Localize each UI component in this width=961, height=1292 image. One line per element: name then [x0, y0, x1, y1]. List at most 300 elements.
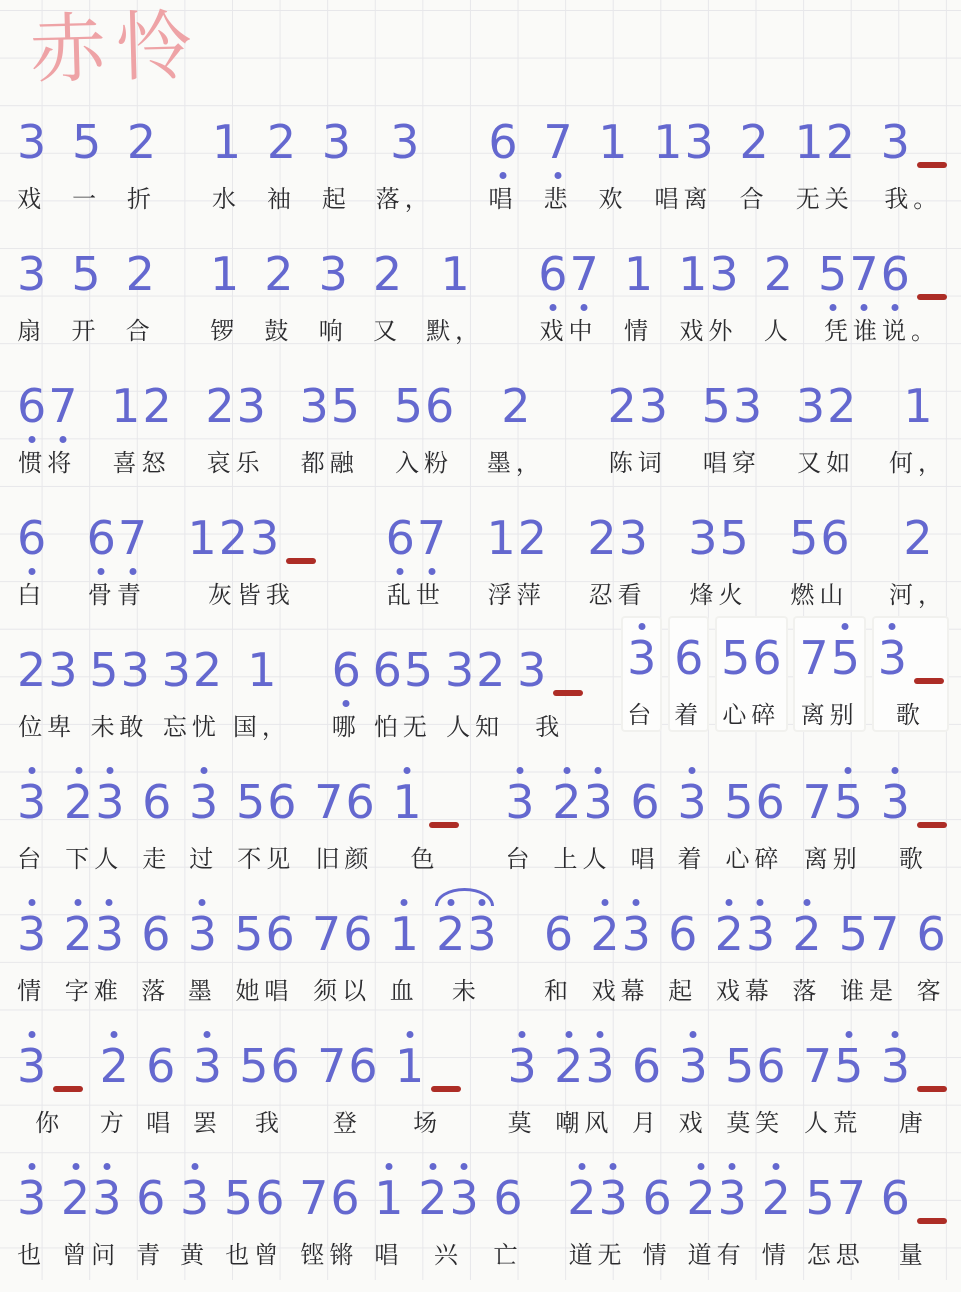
- note-cell: [723, 764, 786, 874]
- note-digit: 6: [493, 1171, 523, 1225]
- note-digit: 7: [117, 512, 148, 564]
- lyric-text: 灰皆我: [207, 581, 295, 609]
- note-token: [516, 632, 583, 708]
- note-digit: 5: [235, 775, 266, 829]
- note-cell: [233, 632, 291, 742]
- low-octave-dot-icon: [98, 568, 105, 575]
- high-octave-dot-icon: [103, 1163, 110, 1170]
- note-cell: [99, 1028, 130, 1138]
- note-token: [586, 500, 649, 576]
- note-digit: 3: [16, 776, 47, 828]
- note-cell: [179, 1160, 210, 1270]
- lyric-text: 悲: [543, 185, 573, 213]
- note-token: [802, 1028, 865, 1104]
- note-token: [394, 1028, 461, 1104]
- note-digit: 3: [709, 247, 739, 301]
- note-digit: 2: [264, 247, 294, 301]
- note-token: [720, 620, 783, 696]
- lyric-text: 扇: [17, 317, 47, 345]
- note-digit: 6: [16, 380, 47, 432]
- lyric-text: 登: [332, 1109, 362, 1137]
- note-digit: 6: [820, 511, 850, 565]
- note-token: [318, 236, 349, 312]
- note-cell: [551, 764, 614, 874]
- note-token: [389, 104, 420, 180]
- note-token: [391, 764, 458, 840]
- high-octave-dot-icon: [28, 1163, 35, 1170]
- note-digit: 2: [125, 247, 155, 301]
- lyric-text: 歌: [898, 845, 928, 873]
- note-token: [880, 1028, 947, 1104]
- note-digit: 5: [838, 907, 869, 961]
- lyric-text: 方: [99, 1109, 129, 1137]
- note-cell: [687, 500, 750, 610]
- note-cell: [623, 618, 660, 730]
- note-digit: 3: [17, 247, 47, 301]
- note-cell: [916, 896, 947, 1006]
- note-cell: [188, 764, 219, 874]
- note-digit: 7: [416, 512, 447, 564]
- high-octave-dot-icon: [565, 1031, 572, 1038]
- note-cell: [70, 236, 101, 346]
- note-cell: [486, 500, 549, 610]
- note-digit: 3: [684, 115, 714, 169]
- lyric-text: 都融: [300, 449, 359, 477]
- note-cell: [16, 500, 47, 610]
- lyric-text: 忍看: [588, 581, 647, 609]
- note-cell: [125, 236, 156, 346]
- note-digit: 1: [247, 643, 277, 697]
- high-octave-dot-icon: [842, 623, 849, 630]
- duration-dash-icon: [917, 294, 947, 300]
- lyric-text: 起: [668, 977, 698, 1005]
- note-digit: 3: [250, 511, 280, 565]
- lyric-text: 戏: [678, 1109, 708, 1137]
- note-cell: [316, 1028, 379, 1138]
- lyric-text: 不见: [237, 845, 296, 873]
- note-cell: [791, 896, 822, 1006]
- lyric-text: 我: [535, 713, 565, 741]
- note-cell: [389, 896, 420, 1006]
- high-octave-dot-icon: [773, 1163, 780, 1170]
- lyric-text: 也: [17, 1241, 47, 1269]
- high-octave-dot-icon: [404, 767, 411, 774]
- note-cell: [724, 1028, 787, 1138]
- high-octave-dot-icon: [191, 1163, 198, 1170]
- note-cell: [880, 764, 947, 874]
- lyric-text: 乱世: [386, 581, 445, 609]
- sheet-line: [16, 500, 947, 609]
- lyric-text: 心碎: [722, 701, 781, 729]
- note-token: [99, 1028, 130, 1104]
- note-cell: [331, 632, 362, 742]
- note-cell: [788, 500, 851, 610]
- note-cell: [16, 1028, 83, 1138]
- note-token: [542, 104, 573, 180]
- lyric-text: 须以: [313, 977, 372, 1005]
- lyric-text: 情: [761, 1241, 791, 1269]
- note-token: [801, 764, 864, 840]
- duration-dash-icon: [914, 678, 944, 684]
- note-digit: 2: [685, 1172, 716, 1224]
- lyric-text: 情: [17, 977, 47, 1005]
- note-token: [16, 764, 47, 840]
- note-digit: 6: [916, 907, 946, 961]
- note-token: [504, 764, 535, 840]
- note-digit: 5: [833, 776, 864, 828]
- lyric-text: 月: [632, 1109, 662, 1137]
- lyric-text: 人: [763, 317, 793, 345]
- note-cell: [235, 764, 298, 874]
- note-token: [551, 764, 614, 840]
- note-cell: [372, 236, 403, 346]
- note-digit: 5: [805, 1171, 835, 1225]
- lyric-text: 忘忧: [162, 713, 221, 741]
- note-digit: 6: [136, 1171, 166, 1225]
- note-token: [263, 236, 294, 312]
- note-cell: [714, 896, 777, 1006]
- lyric-text: 河，: [889, 581, 947, 609]
- note-token: [877, 620, 944, 696]
- note-cell: [487, 104, 518, 214]
- note-token: [209, 236, 240, 312]
- note-cell: [677, 236, 740, 346]
- note-digit: 5: [239, 1039, 269, 1093]
- note-digit: 6: [674, 631, 704, 685]
- note-token: [211, 104, 242, 180]
- high-octave-dot-icon: [563, 767, 570, 774]
- note-digit: 3: [732, 379, 763, 433]
- note-digit: 3: [179, 1172, 210, 1224]
- high-octave-dot-icon: [519, 1031, 526, 1038]
- note-token: [714, 896, 777, 972]
- note-digit: 6: [880, 248, 911, 300]
- note-token: [566, 1160, 629, 1236]
- note-token: [246, 632, 277, 708]
- high-octave-dot-icon: [892, 767, 899, 774]
- note-digit: 3: [390, 115, 420, 169]
- note-cell: [16, 104, 47, 214]
- note-digit: 7: [299, 1171, 329, 1225]
- note-digit: 7: [47, 380, 78, 432]
- note-token: [589, 896, 652, 972]
- note-token: [486, 500, 549, 576]
- note-digit: 2: [825, 115, 855, 169]
- note-cell: [373, 1160, 404, 1270]
- note-token: [373, 1160, 404, 1236]
- sheet-line: [16, 631, 947, 741]
- lyric-text: 落，: [375, 185, 434, 213]
- lyric-text: 喜怒: [112, 449, 171, 477]
- note-digit: 5: [725, 1039, 755, 1093]
- note-digit: 6: [752, 631, 782, 685]
- high-octave-dot-icon: [892, 1031, 899, 1038]
- note-cell: [313, 764, 376, 874]
- note-token: [161, 632, 224, 708]
- note-cell: [263, 236, 294, 346]
- note-token: [623, 236, 654, 312]
- note-token: [110, 368, 173, 444]
- note-digit: 7: [802, 1039, 833, 1093]
- note-digit: 5: [89, 643, 119, 697]
- lyric-text: 哀乐: [206, 449, 265, 477]
- note-digit: 2: [218, 511, 249, 565]
- note-digit: 1: [209, 247, 240, 301]
- duration-dash-icon: [917, 1086, 947, 1092]
- note-cell: [801, 764, 864, 874]
- lyric-text: 离别: [803, 845, 862, 873]
- note-token: [676, 764, 707, 840]
- note-cell: [817, 236, 947, 346]
- note-digit: 6: [265, 907, 295, 961]
- note-digit: 2: [142, 379, 172, 433]
- note-cell: [537, 236, 600, 346]
- note-digit: 2: [476, 643, 506, 697]
- note-token: [372, 236, 403, 312]
- note-token: [763, 236, 794, 312]
- note-digit: 2: [372, 247, 403, 301]
- note-digit: 1: [373, 1172, 404, 1224]
- note-token: [687, 500, 750, 576]
- lyric-text: 戏幕: [591, 977, 650, 1005]
- note-token: [187, 896, 218, 972]
- note-digit: 6: [543, 907, 574, 961]
- note-cell: [738, 104, 769, 214]
- note-digit: 2: [517, 511, 548, 565]
- lyric-text: 唱: [488, 185, 518, 213]
- note-cell: [62, 896, 125, 1006]
- note-digit: 5: [71, 247, 101, 301]
- note-digit: 1: [623, 247, 654, 301]
- lyric-text: 亡: [493, 1241, 523, 1269]
- lyric-text: 我。: [884, 185, 943, 213]
- note-digit: 7: [848, 248, 879, 300]
- note-token: [372, 632, 435, 708]
- low-octave-dot-icon: [28, 436, 35, 443]
- lyric-text: 入粉: [394, 449, 453, 477]
- note-digit: 1: [187, 511, 217, 565]
- lyric-text: 唱穿: [702, 449, 761, 477]
- note-digit: 3: [676, 776, 707, 828]
- lyric-text: 戏中: [539, 317, 598, 345]
- note-cell: [204, 368, 267, 478]
- lyric-text: 黄: [180, 1241, 210, 1269]
- note-token: [652, 104, 715, 180]
- note-digit: 6: [146, 1039, 176, 1093]
- note-cell: [685, 1160, 748, 1270]
- note-cell: [677, 1028, 708, 1138]
- low-octave-dot-icon: [581, 304, 588, 311]
- lyric-text: 情: [623, 317, 653, 345]
- note-token: [677, 236, 740, 312]
- note-token: [321, 104, 352, 180]
- lyric-text: 开: [71, 317, 101, 345]
- duration-dash-icon: [431, 1086, 461, 1092]
- note-digit: 3: [618, 511, 648, 565]
- note-cell: [145, 1028, 176, 1138]
- high-octave-dot-icon: [633, 899, 640, 906]
- note-digit: 5: [724, 775, 754, 829]
- high-octave-dot-icon: [516, 767, 523, 774]
- lyric-text: 曾问: [62, 1241, 121, 1269]
- low-octave-dot-icon: [343, 700, 350, 707]
- note-digit: 3: [626, 632, 657, 684]
- note-cell: [110, 368, 173, 478]
- note-token: [385, 500, 448, 576]
- note-digit: 2: [205, 379, 235, 433]
- note-digit: 7: [870, 907, 900, 961]
- lyric-text: 白: [17, 581, 47, 609]
- note-digit: 6: [424, 379, 455, 433]
- note-digit: 3: [517, 643, 547, 697]
- high-octave-dot-icon: [461, 1163, 468, 1170]
- note-token: [86, 500, 149, 576]
- note-token: [88, 632, 151, 708]
- note-cell: [880, 1028, 947, 1138]
- note-token: [880, 764, 947, 840]
- note-cell: [889, 500, 947, 610]
- lyric-text: 台: [627, 701, 657, 729]
- note-cell: [16, 236, 47, 346]
- high-octave-dot-icon: [596, 1031, 603, 1038]
- note-token: [701, 368, 764, 444]
- note-digit: 6: [756, 1039, 786, 1093]
- duration-dash-icon: [286, 558, 316, 564]
- lyric-text: 走: [142, 845, 172, 873]
- note-cell: [60, 1160, 123, 1270]
- note-token: [313, 764, 376, 840]
- high-octave-dot-icon: [610, 1163, 617, 1170]
- note-digit: 3: [677, 1040, 708, 1092]
- note-cell: [597, 104, 628, 214]
- lyric-text: 响: [318, 317, 348, 345]
- note-digit: 3: [880, 776, 911, 828]
- note-token: [440, 236, 471, 312]
- note-cell: [793, 104, 856, 214]
- note-digit: 3: [507, 1040, 538, 1092]
- note-token: [71, 104, 102, 180]
- high-octave-dot-icon: [401, 899, 408, 906]
- note-digit: 2: [739, 115, 769, 169]
- note-digit: 1: [486, 511, 516, 565]
- note-token: [192, 1028, 223, 1104]
- lyric-text: 我: [255, 1109, 285, 1137]
- lyric-text: 位卑: [18, 713, 77, 741]
- note-cell: [140, 896, 171, 1006]
- lyric-text: 台: [505, 845, 535, 873]
- duration-dash-icon: [917, 162, 947, 168]
- note-cell: [417, 1160, 480, 1270]
- note-digit: 6: [141, 907, 171, 961]
- note-cell: [507, 1028, 538, 1138]
- note-cell: [763, 236, 794, 346]
- note-digit: 2: [126, 115, 157, 169]
- note-digit: 6: [880, 1171, 910, 1225]
- lyric-text: 字难: [64, 977, 123, 1005]
- lyric-text: 唱: [146, 1109, 176, 1137]
- note-cell: [542, 104, 573, 214]
- note-cell: [88, 632, 151, 742]
- note-digit: 6: [642, 1171, 672, 1225]
- lyric-text: 着: [677, 845, 707, 873]
- high-octave-dot-icon: [688, 767, 695, 774]
- lyric-text: 默，: [426, 317, 485, 345]
- note-token: [186, 500, 316, 576]
- note-token: [16, 1160, 47, 1236]
- note-token: [902, 368, 933, 444]
- note-cell: [238, 1028, 301, 1138]
- note-token: [235, 764, 298, 840]
- lyric-text: 浮萍: [487, 581, 546, 609]
- note-token: [667, 896, 698, 972]
- note-cell: [186, 500, 316, 610]
- high-octave-dot-icon: [28, 1031, 35, 1038]
- note-cell: [135, 1160, 166, 1270]
- note-cell: [670, 618, 707, 730]
- lyric-text: 人知: [446, 713, 505, 741]
- note-digit: 7: [836, 1171, 867, 1225]
- note-digit: 3: [91, 1172, 122, 1224]
- note-token: [63, 764, 126, 840]
- note-digit: 3: [584, 1040, 615, 1092]
- note-cell: [321, 104, 352, 214]
- note-token: [723, 764, 786, 840]
- note-cell: [126, 104, 157, 214]
- note-cell: [161, 632, 224, 742]
- high-octave-dot-icon: [106, 899, 113, 906]
- note-digit: 1: [598, 115, 628, 169]
- lyric-text: 莫: [507, 1109, 537, 1137]
- note-token: [500, 368, 531, 444]
- note-token: [145, 1028, 176, 1104]
- note-token: [880, 104, 947, 180]
- note-digit: 3: [466, 908, 497, 960]
- note-digit: 5: [393, 379, 423, 433]
- high-octave-dot-icon: [385, 1163, 392, 1170]
- lyric-text: 落: [792, 977, 822, 1005]
- note-cell: [889, 368, 947, 478]
- note-token: [141, 764, 172, 840]
- note-digit: 2: [192, 643, 223, 697]
- low-octave-dot-icon: [129, 568, 136, 575]
- lyric-text: 墨: [187, 977, 217, 1005]
- note-digit: 1: [389, 908, 420, 960]
- lyric-text: 合: [125, 317, 155, 345]
- low-octave-dot-icon: [59, 436, 66, 443]
- lyric-text: 袖: [266, 185, 296, 213]
- note-cell: [233, 896, 296, 1006]
- note-digit: 3: [94, 908, 125, 960]
- note-cell: [435, 896, 498, 1006]
- note-token: [641, 1160, 672, 1236]
- lyric-text: 锣: [210, 317, 240, 345]
- note-digit: 6: [270, 1039, 300, 1093]
- high-octave-dot-icon: [447, 899, 454, 906]
- lyric-text: 铿锵: [300, 1241, 359, 1269]
- note-digit: 2: [17, 643, 47, 697]
- note-digit: 2: [761, 1172, 792, 1224]
- high-octave-dot-icon: [199, 899, 206, 906]
- note-cell: [623, 236, 654, 346]
- note-digit: 7: [542, 116, 573, 168]
- high-octave-dot-icon: [72, 1163, 79, 1170]
- note-cell: [553, 1028, 616, 1138]
- lyric-text: 骨青: [87, 581, 146, 609]
- high-octave-dot-icon: [757, 899, 764, 906]
- lyric-text: 谁是: [840, 977, 899, 1005]
- note-token: [16, 632, 79, 708]
- note-digit: 2: [553, 1040, 584, 1092]
